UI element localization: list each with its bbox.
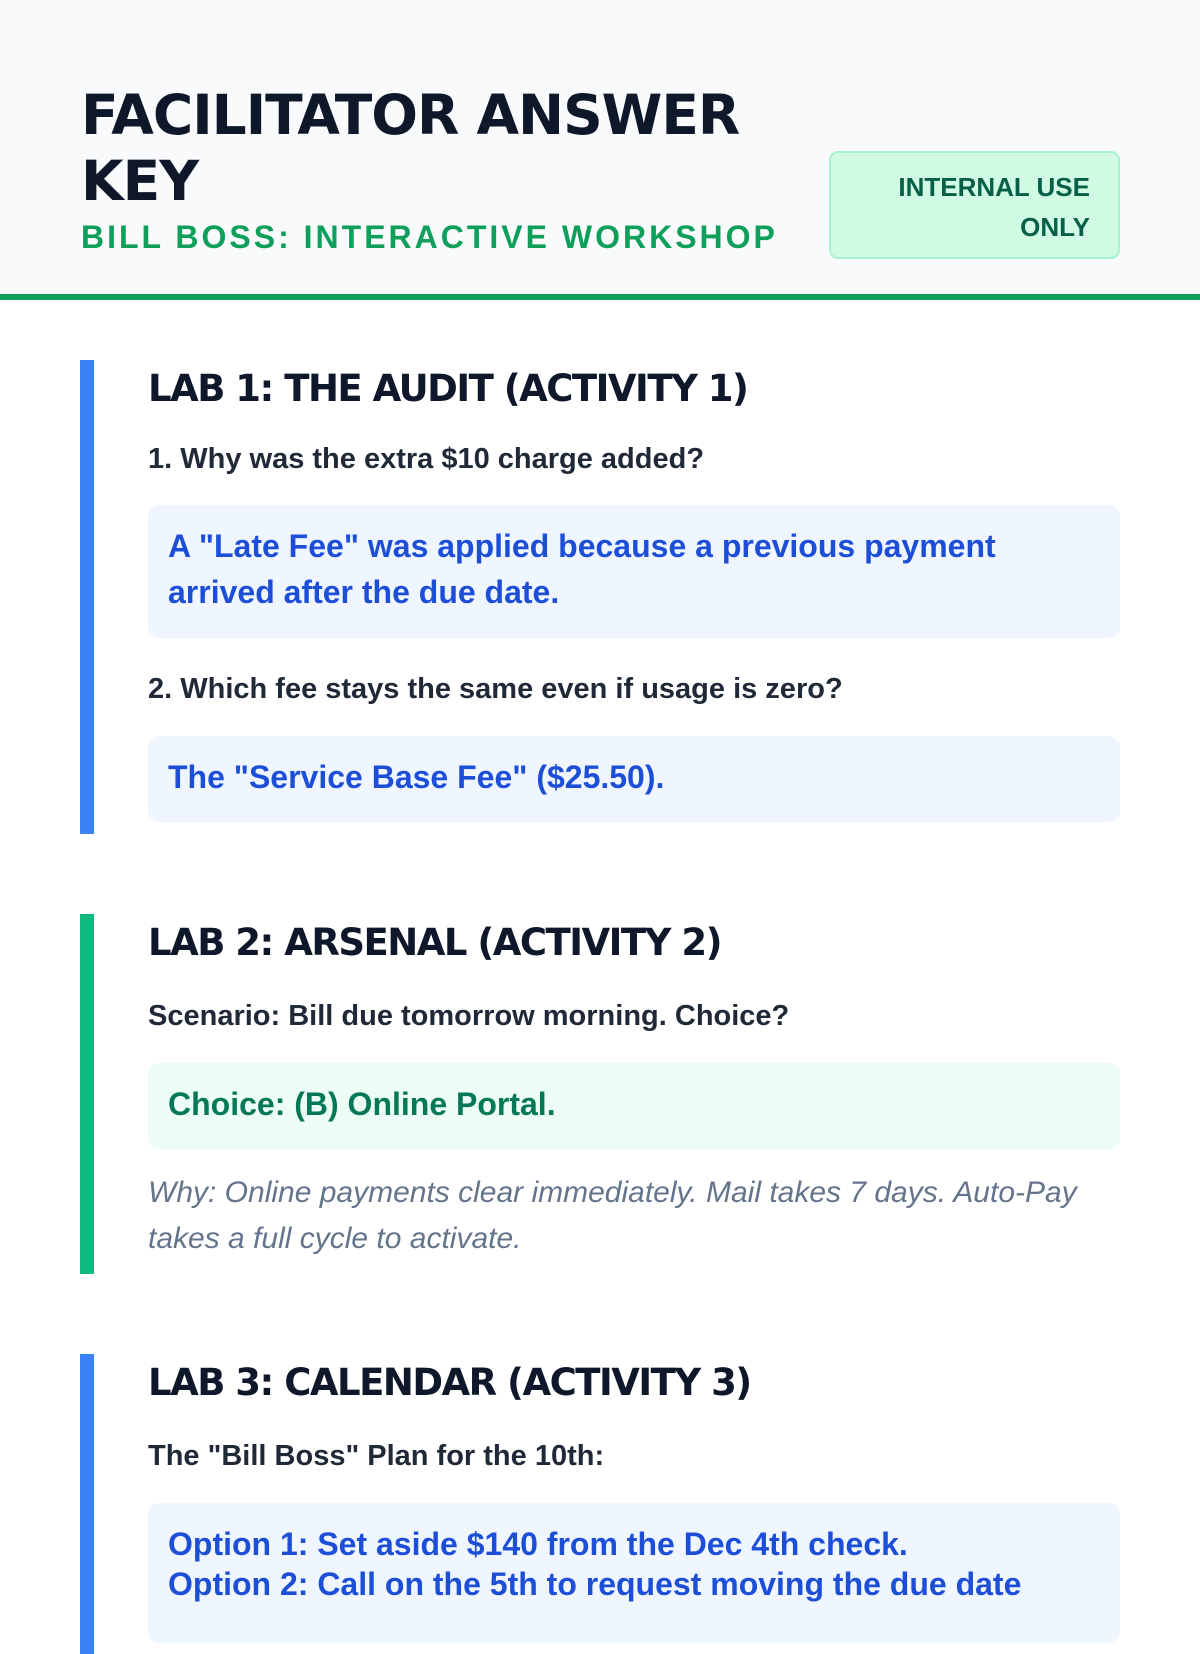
lab-1-accent-bar bbox=[80, 360, 94, 834]
lab-3-option-2: Option 2: Call on the 5th to request moving the due date bbox=[168, 1566, 1022, 1602]
lab-1-answer-2: The "Service Base Fee" ($25.50). bbox=[148, 736, 1120, 822]
lab-2-title: LAB 2: ARSENAL (ACTIVITY 2) bbox=[148, 921, 721, 964]
lab-2-scenario: Scenario: Bill due tomorrow morning. Choice? bbox=[148, 1000, 790, 1032]
internal-use-badge: INTERNAL USE ONLY bbox=[829, 151, 1120, 259]
page-subtitle: BILL BOSS: INTERACTIVE WORKSHOP bbox=[81, 219, 778, 255]
lab-3-option-1: Option 1: Set aside $140 from the Dec 4th check. bbox=[168, 1526, 908, 1562]
lab-2-accent-bar bbox=[80, 914, 94, 1274]
lab-3-prompt: The "Bill Boss" Plan for the 10th: bbox=[148, 1440, 605, 1472]
lab-2-explanation: Why: Online payments clear immediately. Mail takes 7 days. Auto-Pay takes a full cycle to activate. bbox=[148, 1176, 1077, 1255]
lab-1-question-1: 1. Why was the extra $10 charge added? bbox=[148, 443, 705, 475]
lab-1-question-2: 2. Which fee stays the same even if usage is zero? bbox=[148, 673, 843, 705]
lab-3-accent-bar bbox=[80, 1354, 94, 1654]
lab-1-answer-1: A "Late Fee" was applied because a previous payment arrived after the due date. bbox=[148, 505, 1120, 638]
lab-3-answer bbox=[148, 1503, 1120, 1643]
page-title: FACILITATOR ANSWER KEY bbox=[81, 83, 740, 213]
lab-1-title: LAB 1: THE AUDIT (ACTIVITY 1) bbox=[148, 367, 748, 410]
lab-3-section bbox=[80, 1354, 1120, 1654]
lab-2-section bbox=[80, 914, 1120, 1274]
page-header bbox=[0, 0, 1200, 300]
lab-3-title: LAB 3: CALENDAR (ACTIVITY 3) bbox=[148, 1361, 751, 1404]
lab-1-section bbox=[80, 360, 1120, 834]
lab-2-answer: Choice: (B) Online Portal. bbox=[148, 1063, 1120, 1149]
